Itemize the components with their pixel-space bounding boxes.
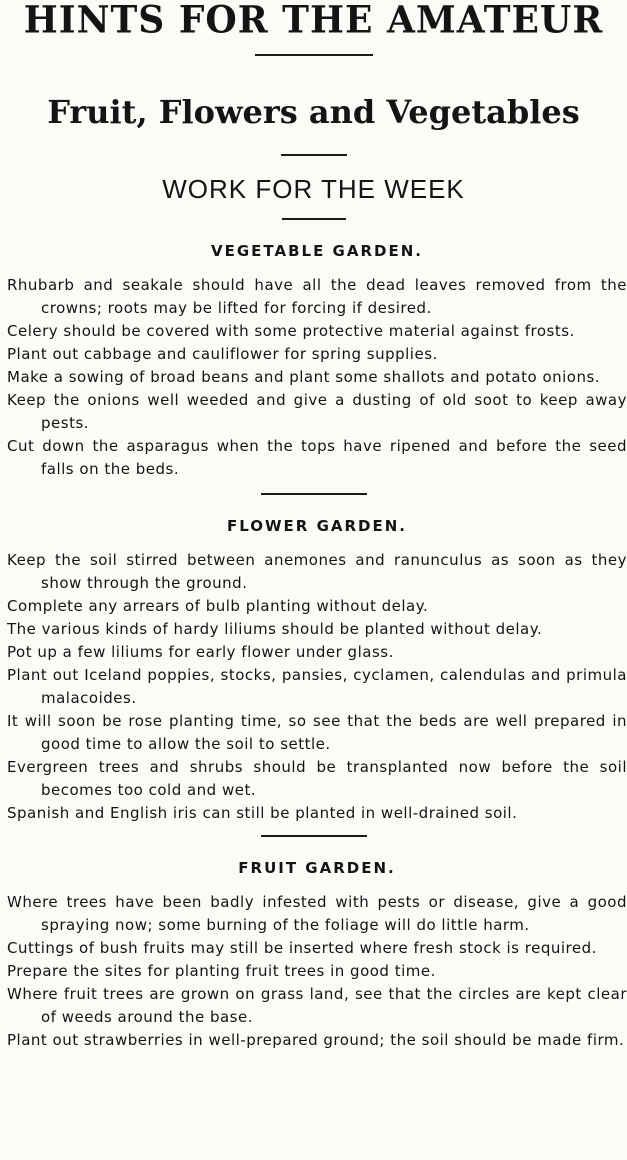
flower-section [0,517,627,825]
page-title: HINTS FOR THE AMATEUR [23,0,604,43]
section-kicker: WORK FOR THE WEEK [162,174,465,204]
fruit-list [7,891,627,1052]
masthead [0,0,627,220]
list-item: Cut down the asparagus when the tops have ripened and before the seed falls on the beds. [7,437,627,478]
list-item: Prepare the sites for planting fruit trees in good time. [7,962,436,980]
list-item: Evergreen trees and shrubs should be transplanted now before the soil becomes too cold and wet. [7,758,627,799]
list-item: Cuttings of bush fruits may still be inserted where fresh stock is required. [7,939,597,957]
list-item: Where trees have been badly infested with pests or disease, give a good spraying now; some burning of the foliage will do little harm. [7,893,627,934]
vegetable-list [7,274,627,481]
page-subtitle: Fruit, Flowers and Vegetables [47,93,580,131]
list-item: Rhubarb and seakale should have all the dead leaves removed from the crowns; roots may be lifted for forcing if desired. [7,276,627,317]
section-heading: FRUIT GARDEN. [238,859,396,877]
fruit-section [0,859,627,1052]
section-heading: VEGETABLE GARDEN. [211,242,423,260]
list-item: Spanish and English iris can still be planted in well-drained soil. [7,804,518,822]
section-divider [261,493,367,495]
kicker-rule [282,218,346,220]
list-item: Where fruit trees are grown on grass land, see that the circles are kept clear of weeds around the base. [7,985,627,1026]
section-heading: FLOWER GARDEN. [226,517,407,535]
list-item: Plant out cabbage and cauliflower for spring supplies. [7,345,438,363]
list-item: It will soon be rose planting time, so see that the beds are well prepared in good time to allow the soil to settle. [7,712,627,753]
list-item: Complete any arrears of bulb planting without delay. [7,597,429,615]
list-item: Celery should be covered with some protective material against frosts. [7,322,575,340]
list-item: Keep the soil stirred between anemones and ranunculus as soon as they show through the ground. [7,551,627,592]
list-item: Plant out Iceland poppies, stocks, pansies, cyclamen, calendulas and primula malacoides. [7,666,627,707]
list-item: The various kinds of hardy liliums should be planted without delay. [7,620,543,638]
list-item: Pot up a few liliums for early flower under glass. [7,643,394,661]
list-item: Keep the onions well weeded and give a dusting of old soot to keep away pests. [7,391,627,432]
vegetable-section [0,242,627,481]
title-rule [255,54,373,56]
section-divider [261,835,367,837]
list-item: Plant out strawberries in well-prepared ground; the soil should be made firm. [7,1031,625,1049]
flower-list [7,549,627,825]
subtitle-rule [281,154,347,156]
list-item: Make a sowing of broad beans and plant some shallots and potato onions. [7,368,601,386]
